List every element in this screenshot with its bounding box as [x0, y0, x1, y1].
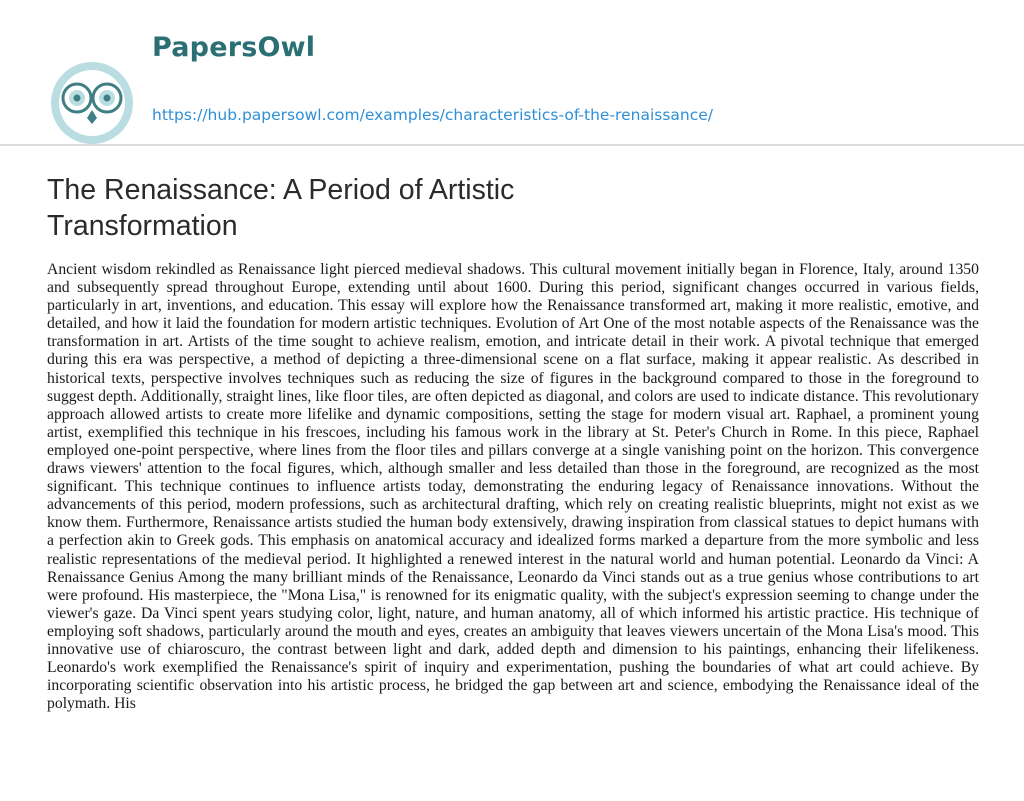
document-body: Ancient wisdom rekindled as Renaissance light pierced medieval shadows. This cultural movement initially began in Florence, Italy, around 1350 and subsequently spread throughout Europe, extending until about 1600. During this period, significant changes occurred in various fields, particularly in art, inventions, and education. This essay will explore how the Renaissance transformed art, making it more realistic, emotive, and detailed, and how it laid the foundation for modern artistic techniques. Evolution of Art One of the most notable aspects of the Renaissance was the transformation in art. Artists of the time sought to achieve realism, emotion, and intricate detail in their work. A pivotal technique that emerged during this era was perspective, a method of depicting a three-dimensional scene on a flat surface, making it appear realistic. As described in historical texts, perspective involves techniques such as reducing the size of figures in the background compared to those in the foreground to suggest depth. Additionally, straight lines, like floor tiles, are often depicted as diagonal, and colors are used to indicate distance. This revolutionary approach allowed artists to create more lifelike and dynamic compositions, setting the stage for modern visual art. Raphael, a prominent young artist, exemplified this technique in his frescoes, including his famous work in the library at St. Peter's Church in Rome. In this piece, Raphael employed one-point perspective, where lines from the floor tiles and pillars converge at a single vanishing point on the horizon. This convergence draws viewers' attention to the focal figures, which, although smaller and less detailed than those in the foreground, are recognized as the most significant. This technique continues to influence artists today, demonstrating the enduring legacy of Renaissance innovations. Without the advancements of this period, modern professions, such as architectural drafting, which rely on creating realistic blueprints, might not exist as we know them. Furthermore, Renaissance artists studied the human body extensively, drawing inspiration from classical statues to depict humans with a perfection akin to Greek gods. This emphasis on anatomical accuracy and idealized forms marked a departure from the more symbolic and less realistic representations of the medieval period. It highlighted a renewed interest in the natural world and human potential. Leonardo da Vinci: A Renaissance Genius Among the many brilliant minds of the Renaissance, Leonardo da Vinci stands out as a true genius whose contributions to art were profound. His masterpiece, the "Mona Lisa," is renowned for its enigmatic quality, with the subject's expression seeming to change under the viewer's gaze. Da Vinci spent years studying color, light, nature, and human anatomy, all of which informed his artistic practice. His technique of employing soft shadows, particularly around the mouth and eyes, creates an ambiguity that leaves viewers uncertain of the Mona Lisa's mood. This innovative use of chiaroscuro, the contrast between light and dark, added depth and dimension to his paintings, enhancing their lifelikeness. Leonardo's work exemplified the Renaissance's spirit of inquiry and experimentation, pushing the boundaries of what art could achieve. By incorporating scientific observation into his artistic process, he bridged the gap between art and science, embodying the Renaissance ideal of the polymath. His: [47, 261, 979, 713]
owl-logo-icon: [47, 60, 137, 146]
header-divider: [0, 144, 1024, 146]
site-header: [0, 0, 1024, 142]
document-title: The Renaissance: A Period of Artistic Transformation: [47, 174, 515, 242]
brand-name[interactable]: PapersOwl: [152, 32, 316, 63]
source-url-link[interactable]: https://hub.papersowl.com/examples/characteristics-of-the-renaissance/: [152, 106, 713, 124]
